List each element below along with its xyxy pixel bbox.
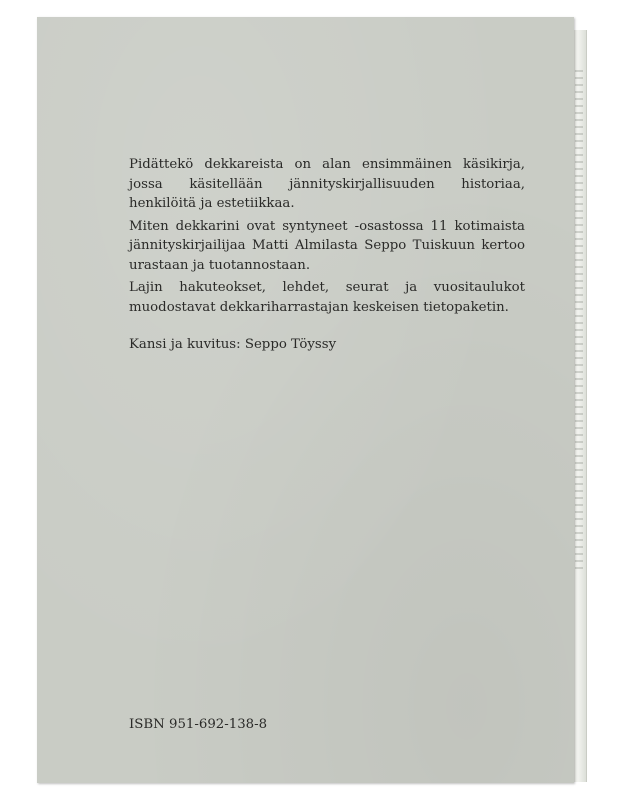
cover-credits: Kansi ja kuvitus: Seppo Töyssy (129, 337, 337, 352)
isbn-number: ISBN 951-692-138-8 (129, 717, 268, 732)
blurb-paragraph-1: Pidättekö dekkareista on alan ensimmäinen käsikirja, jossa käsitellään jännityskirjallisuuden historiaa, henkilöitä ja estetiikkaa. (129, 157, 525, 211)
back-cover (37, 17, 574, 783)
blurb-text (129, 155, 525, 320)
edge-marks (575, 70, 583, 570)
blurb-paragraph-3: Lajin hakuteokset, lehdet, seurat ja vuositaulukot muodostavat dekkariharrastajan keskeisen tietopaketin. (129, 280, 525, 315)
page-block-edge (572, 30, 587, 782)
blurb-paragraph-2: Miten dekkarini ovat syntyneet -osastossa 11 kotimaista jännityskirjailijaa Matti Almilasta Seppo Tuiskuun kertoo urastaan ja tuotannostaan. (129, 218, 525, 273)
